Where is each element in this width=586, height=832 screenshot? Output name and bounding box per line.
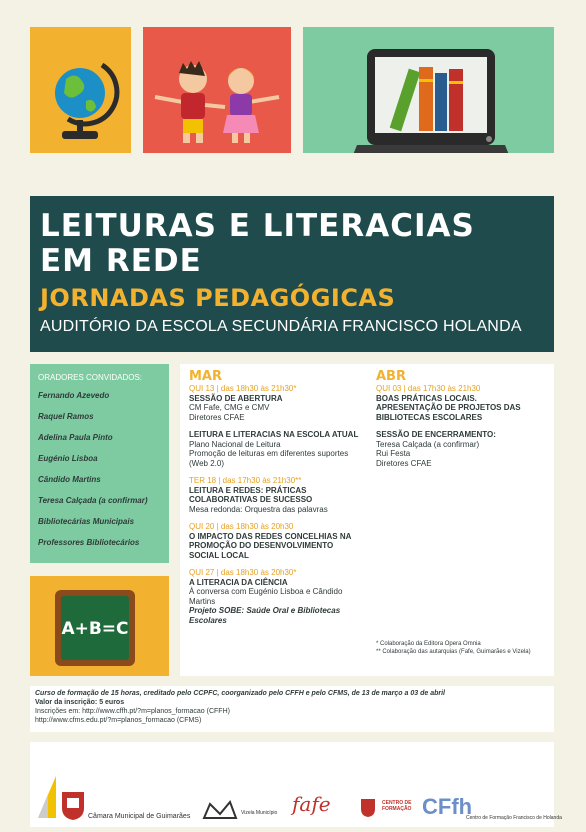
speaker-item: Cândido Martins xyxy=(38,475,101,484)
vizela-logo-icon xyxy=(202,800,238,820)
session-title: APRESENTAÇÃO DE PROJETOS DAS BIBLIOTECAS ESCOLARES xyxy=(376,403,521,422)
march-column xyxy=(189,370,361,625)
chalkboard-tile xyxy=(30,576,169,676)
session-detail: Plano Nacional de Leitura xyxy=(189,439,281,449)
session-detail: Mesa redonda: Orquestra das palavras xyxy=(189,504,328,514)
collaboration-notes xyxy=(376,640,546,656)
guimaraes-crest-icon xyxy=(60,790,86,820)
speaker-item: Professores Bibliotecários xyxy=(38,538,140,547)
month-heading: MAR xyxy=(189,369,223,384)
speakers-heading: ORADORES CONVIDADOS: xyxy=(38,373,143,382)
session-title: O IMPACTO DAS REDES CONCELHIAS NA PROMOÇÃO DO DESENVOLVIMENTO SOCIAL LOCAL xyxy=(189,531,352,560)
vizela-logo-text: Vizela Município xyxy=(241,810,278,816)
title-banner xyxy=(30,196,554,352)
title-line-1: LEITURAS E LITERACIAS xyxy=(40,208,475,244)
session-detail: Rui Festa xyxy=(376,449,411,458)
laptop-books-tile xyxy=(303,27,554,153)
course-description: Curso de formação de 15 horas, creditado pelo CCPFC, coorganizado pelo CFFH e pelo CFMS, de 13 de março a 03 de abril xyxy=(35,690,445,697)
globe-tile xyxy=(30,27,131,153)
session-detail: CM Fafe, CMG e CMV xyxy=(189,403,270,412)
session-detail: Projeto SOBE: Saúde Oral e Bibliotecas Escolares xyxy=(189,606,341,625)
chalkboard-icon xyxy=(30,576,169,676)
guimaraes-logo-text: Câmara Municipal de Guimarães xyxy=(88,813,191,820)
speaker-item: Raquel Ramos xyxy=(38,412,94,421)
session-date: QUI 27 | das 18h30 às 20h30* xyxy=(189,568,297,577)
cffh-logo-text: CFfh xyxy=(422,794,473,819)
speaker-item: Eugénio Lisboa xyxy=(38,454,98,463)
note-2: ** Colaboração das autarquias (Fafe, Guimarães e Vizela) xyxy=(376,649,531,655)
session-date: QUI 03 | das 17h30 às 21h30 xyxy=(376,384,481,393)
registration-fee: Valor da inscrição: 5 euros xyxy=(35,699,125,706)
chalkboard-text: A+B=C xyxy=(61,619,129,639)
session-date: QUI 20 | das 18h30 às 20h30 xyxy=(189,522,294,531)
venue: AUDITÓRIO DA ESCOLA SECUNDÁRIA FRANCISCO HOLANDA xyxy=(40,318,522,335)
session-title: A LITERACIA DA CIÊNCIA xyxy=(189,577,288,587)
sponsor-logos xyxy=(30,742,562,827)
session-title: BOAS PRÁTICAS LOCAIS. xyxy=(376,393,477,403)
session-date: QUI 13 | das 18h30 às 21h30* xyxy=(189,384,297,393)
speaker-item: Bibliotecárias Municipais xyxy=(38,517,135,526)
session-title: SESSÃO DE ENCERRAMENTO: xyxy=(376,430,496,439)
session-date: TER 18 | das 17h30 às 21h30** xyxy=(189,476,302,485)
session-detail: Diretores CFAE xyxy=(376,458,432,468)
session-detail: Teresa Calçada (a confirmar) xyxy=(376,439,480,449)
fafe-logo-text: fafe xyxy=(292,792,331,816)
fafe-crest-icon xyxy=(360,798,376,818)
course-info xyxy=(30,686,554,732)
speaker-item: Adelina Paula Pinto xyxy=(38,433,113,442)
session-title: LEITURA E LITERACIAS NA ESCOLA ATUAL xyxy=(189,430,359,439)
session-detail: Promoção de leituras em diferentes suportes (Web 2.0) xyxy=(189,449,349,468)
note-1: * Colaboração da Editora Opera Omnia xyxy=(376,641,481,647)
speaker-item: Teresa Calçada (a confirmar) xyxy=(38,496,148,505)
april-column xyxy=(376,370,546,468)
cffh-full-name: Centro de Formação Francisco de Holanda xyxy=(466,815,562,821)
program-panel xyxy=(180,364,554,676)
registration-link-cffh[interactable]: Inscrições em: http://www.cffh.pt/?m=planos_formacao (CFFH) xyxy=(35,708,230,715)
globe-icon xyxy=(30,27,131,153)
speakers-panel xyxy=(30,364,169,563)
subtitle: JORNADAS PEDAGÓGICAS xyxy=(40,284,396,312)
training-centre-logo-text: CENTRO DE FORMAÇÃO xyxy=(382,800,412,812)
month-heading: ABR xyxy=(376,369,406,384)
school-logo-icon xyxy=(36,774,58,820)
title-line-2: EM REDE xyxy=(40,243,202,279)
children-tile xyxy=(143,27,291,153)
laptop-books-icon xyxy=(303,27,554,153)
speaker-item: Fernando Azevedo xyxy=(38,391,110,400)
session-detail: Diretores CFAE xyxy=(189,412,245,422)
session-detail: À conversa com Eugénio Lisboa e Cândido Martins xyxy=(189,587,343,606)
session-title: SESSÃO DE ABERTURA xyxy=(189,393,283,403)
registration-link-cfms[interactable]: http://www.cfms.edu.pt/?m=planos_formacao (CFMS) xyxy=(35,717,202,724)
session-title: LEITURA E REDES: PRÁTICAS COLABORATIVAS DE SUCESSO xyxy=(189,485,313,504)
children-icon xyxy=(143,27,291,153)
